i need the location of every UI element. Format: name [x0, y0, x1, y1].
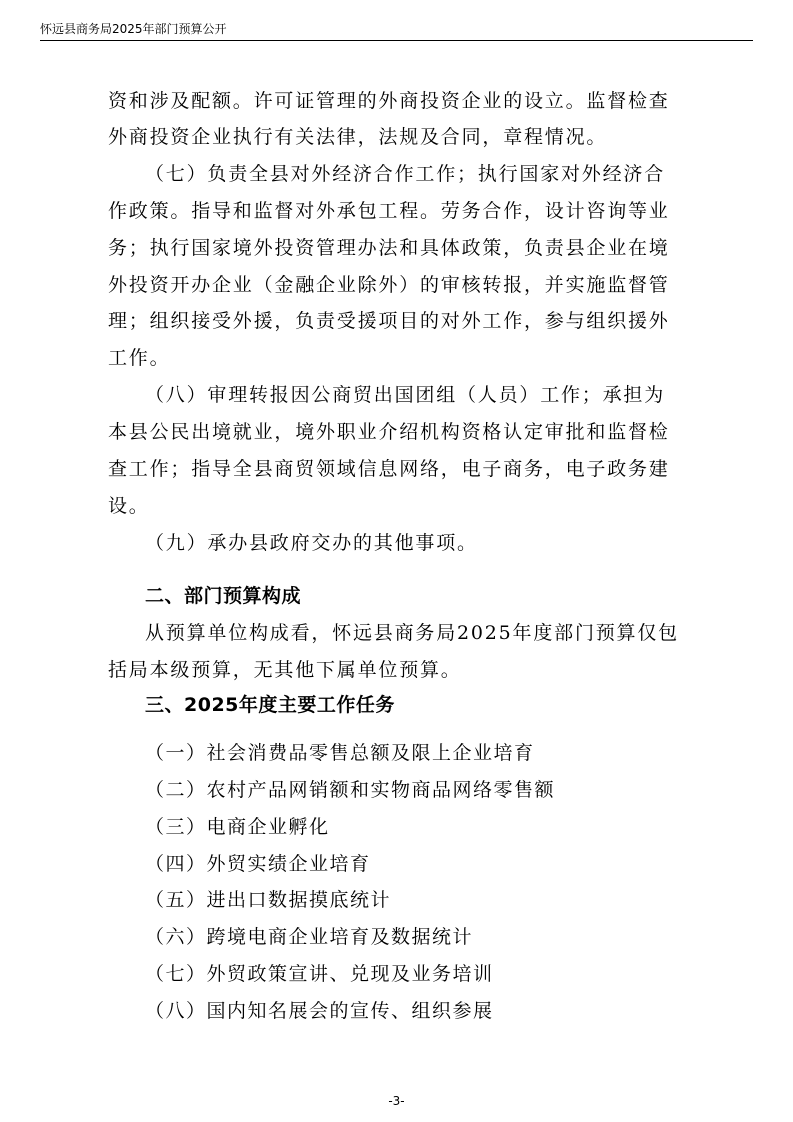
task-item: （八）国内知名展会的宣传、组织参展 [145, 1000, 494, 1022]
task-item: （五）进出口数据摸底统计 [145, 889, 392, 911]
section-heading-main-tasks: 三、2025年度主要工作任务 [145, 694, 395, 716]
task-item: （六）跨境电商企业培育及数据统计 [145, 926, 474, 948]
paragraph-line: （七）负责全县对外经济合作工作；执行国家对外经济合 [145, 163, 666, 185]
paragraph-line: 查工作；指导全县商贸领域信息网络，电子商务，电子政务建 [108, 458, 670, 480]
paragraph-line: 从预算单位构成看，怀远县商务局2025年度部门预算仅包 [145, 622, 679, 644]
paragraph-line: 本县公民出境就业，境外职业介绍机构资格认定审批和监督检 [108, 421, 670, 443]
paragraph-line: 工作。 [108, 347, 171, 369]
paragraph-line: 括局本级预算，无其他下属单位预算。 [108, 659, 462, 681]
task-item: （三）电商企业孵化 [145, 816, 330, 838]
task-item: （一）社会消费品零售总额及限上企业培育 [145, 742, 535, 764]
paragraph-line: 务；执行国家境外投资管理办法和具体政策，负责县企业在境 [108, 237, 670, 259]
page-number: -3- [388, 1094, 405, 1108]
header-title: 怀远县商务局2025年部门预算公开 [40, 22, 227, 36]
paragraph-line: 资和涉及配额。许可证管理的外商投资企业的设立。监督检查 [108, 90, 670, 112]
paragraph-line: 外投资开办企业（金融企业除外）的审核转报，并实施监督管 [108, 274, 670, 296]
paragraph-line: 设。 [108, 495, 150, 517]
paragraph-line: （九）承办县政府交办的其他事项。 [145, 532, 478, 554]
page-header [40, 14, 753, 41]
task-item: （七）外贸政策宣讲、兑现及业务培训 [145, 963, 494, 985]
paragraph-line: 外商投资企业执行有关法律，法规及合同，章程情况。 [108, 126, 608, 148]
paragraph-line: （八）审理转报因公商贸出国团组（人员）工作；承担为 [145, 384, 666, 406]
section-heading-budget-composition: 二、部门预算构成 [145, 585, 302, 607]
task-item: （二）农村产品网销额和实物商品网络零售额 [145, 779, 556, 801]
paragraph-line: 作政策。指导和监督对外承包工程。劳务合作，设计咨询等业 [108, 200, 670, 222]
paragraph-line: 理；组织接受外援，负责受援项目的对外工作，参与组织援外 [108, 310, 670, 332]
task-item: （四）外贸实绩企业培育 [145, 853, 371, 875]
